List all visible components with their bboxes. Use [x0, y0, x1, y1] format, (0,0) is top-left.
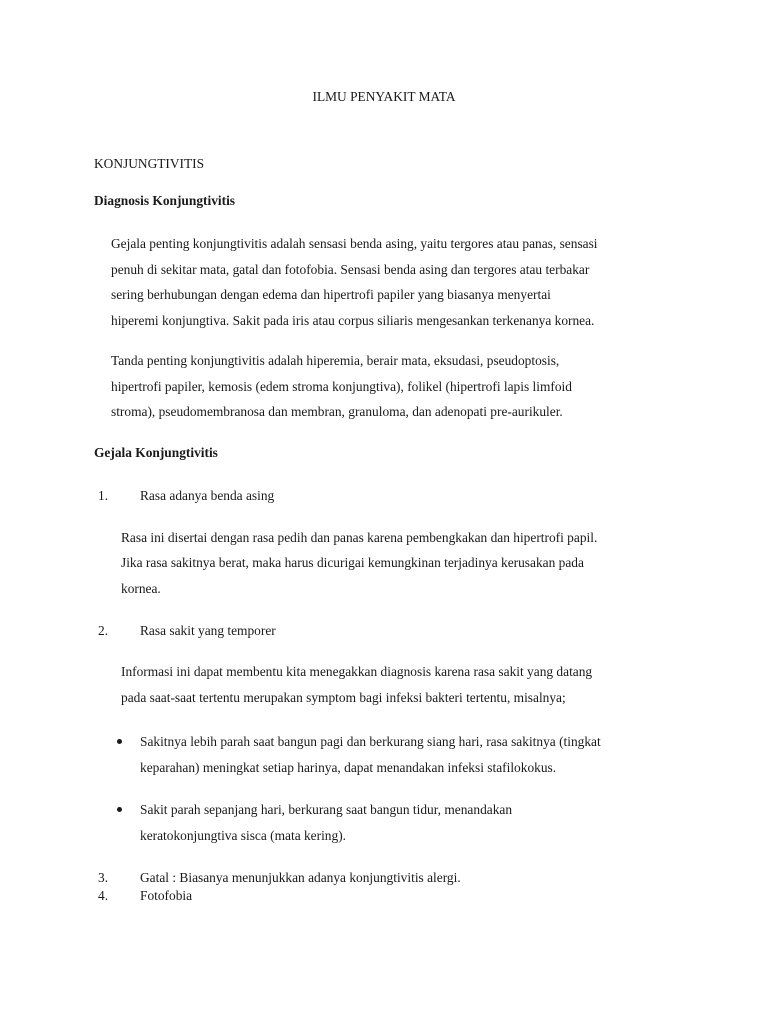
bullet-icon	[117, 739, 122, 744]
text-line: keratokonjungtiva sisca (mata kering).	[140, 828, 346, 843]
list-label: Rasa sakit yang temporer	[140, 623, 276, 638]
list-number: 3.	[98, 870, 109, 885]
page-title: ILMU PENYAKIT MATA	[312, 89, 456, 104]
list-number: 1.	[98, 488, 109, 503]
section-title: KONJUNGTIVITIS	[94, 156, 205, 171]
text-line: pada saat-saat tertentu merupakan symptom bagi infeksi bakteri tertentu, misalnya;	[121, 690, 566, 705]
list-number: 4.	[98, 888, 109, 903]
text-line: Rasa ini disertai dengan rasa pedih dan panas karena pembengkakan dan hipertrofi papil.	[121, 530, 598, 545]
text-line: sering berhubungan dengan edema dan hipertrofi papiler yang biasanya menyertai	[111, 287, 551, 302]
text-line: Sakit parah sepanjang hari, berkurang saat bangun tidur, menandakan	[140, 802, 513, 817]
text-line: Gejala penting konjungtivitis adalah sensasi benda asing, yaitu tergores atau panas, sensasi	[111, 236, 598, 251]
list-label: Gatal : Biasanya menunjukkan adanya konjungtivitis alergi.	[140, 870, 461, 885]
text-line: Informasi ini dapat membentu kita menegakkan diagnosis karena rasa sakit yang datang	[121, 664, 593, 679]
text-line: Jika rasa sakitnya berat, maka harus dicurigai kemungkinan terjadinya kerusakan pada	[121, 555, 584, 570]
list-label: Fotofobia	[140, 888, 193, 903]
diagnosis-heading: Diagnosis Konjungtivitis	[94, 193, 236, 208]
list-number: 2.	[98, 623, 109, 638]
text-line: hiperemi konjungtiva. Sakit pada iris atau corpus siliaris mengesankan terkenanya kornea.	[111, 313, 595, 328]
list-label: Rasa adanya benda asing	[140, 488, 275, 503]
gejala-heading: Gejala Konjungtivitis	[94, 445, 218, 460]
text-line: Sakitnya lebih parah saat bangun pagi dan berkurang siang hari, rasa sakitnya (tingkat	[140, 734, 601, 749]
text-line: kornea.	[121, 581, 161, 596]
text-line: hipertrofi papiler, kemosis (edem stroma konjungtiva), folikel (hipertrofi lapis limfoid	[111, 379, 572, 394]
text-line: penuh di sekitar mata, gatal dan fotofobia. Sensasi benda asing dan tergores atau terbakar	[111, 262, 590, 277]
text-line: Tanda penting konjungtivitis adalah hiperemia, berair mata, eksudasi, pseudoptosis,	[111, 353, 560, 368]
bullet-icon	[117, 807, 122, 812]
text-line: keparahan) meningkat setiap harinya, dapat menandakan infeksi stafilokokus.	[140, 760, 557, 775]
text-line: stroma), pseudomembranosa dan membran, granuloma, dan adenopati pre-aurikuler.	[111, 404, 563, 419]
